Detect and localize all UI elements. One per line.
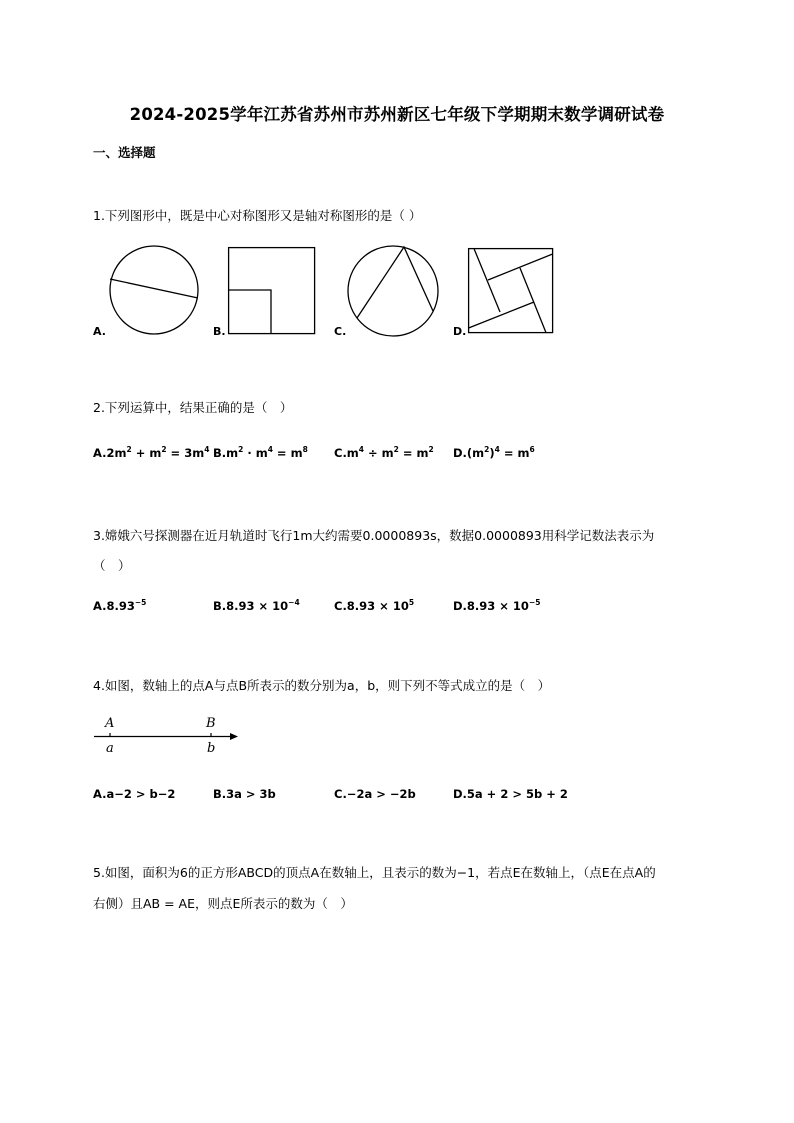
q1-label-c: C. — [334, 325, 347, 338]
q2-option-a: $A.2m^2 + m^2 = 3m^4$ — [93, 445, 210, 460]
q1-label-b: B. — [213, 325, 226, 338]
q1-figure-b — [228, 247, 316, 335]
point-b-label: B — [206, 716, 216, 731]
question-3-stem-line2: （ ） — [93, 558, 131, 573]
q1-label-a: A. — [93, 325, 106, 338]
value-a-label: a — [106, 741, 114, 756]
question-5-stem-line2: 右侧）且AB = AE，则点E所表示的数为（ ） — [93, 896, 353, 911]
q4-number-line — [93, 712, 243, 757]
q2-option-c: $C.m^4 \div m^2 = m^2$ — [334, 445, 434, 460]
question-3-stem-line1: 3.嫦娥六号探测器在近月轨道时飞行1m大约需要0.0000893s，数据0.0000893用科学记数法表示为 — [93, 528, 655, 543]
question-2-stem: 2.下列运算中，结果正确的是（ ） — [93, 400, 293, 415]
q4-option-a: A.a−2 > b−2 — [93, 787, 176, 801]
q3-option-a: $A.8.93^{-5}$ — [93, 598, 147, 613]
value-b-label: b — [207, 741, 216, 756]
q1-figure-c — [347, 245, 439, 337]
q2-option-b: $B.m^2 \cdot m^4 = m^8$ — [213, 445, 308, 460]
point-a-label: A — [105, 716, 115, 731]
page-title: 2024-2025学年江苏省苏州市苏州新区七年级下学期期末数学调研试卷 — [129, 105, 665, 124]
question-4-stem: 4.如图，数轴上的点A与点B所表示的数分别为a，b，则下列不等式成立的是（ ） — [93, 678, 551, 693]
q4-option-d: D.5a + 2 > 5b + 2 — [453, 787, 568, 801]
q1-label-d: D. — [453, 325, 467, 338]
section-heading: 一、选择题 — [93, 145, 156, 160]
q2-option-d: $D.(m^2)^4 = m^6$ — [453, 445, 535, 460]
q4-option-c: C.−2a > −2b — [334, 787, 416, 801]
q1-figure-a — [108, 246, 200, 336]
question-1-stem: 1.下列图形中，既是中心对称图形又是轴对称图形的是（ ） — [93, 208, 422, 223]
q3-option-c: $C.8.93 \times 10^5$ — [334, 598, 415, 613]
q3-option-b: $B.8.93 \times 10^{-4}$ — [213, 598, 300, 613]
q4-option-b: B.3a > 3b — [213, 787, 276, 801]
q1-figure-d — [468, 248, 554, 334]
question-5-stem-line1: 5.如图，面积为6的正方形ABCD的顶点A在数轴上，且表示的数为−1，若点E在数轴上，（点E在点A的 — [93, 865, 656, 880]
q3-option-d: $D.8.93 \times 10^{-5}$ — [453, 598, 541, 613]
